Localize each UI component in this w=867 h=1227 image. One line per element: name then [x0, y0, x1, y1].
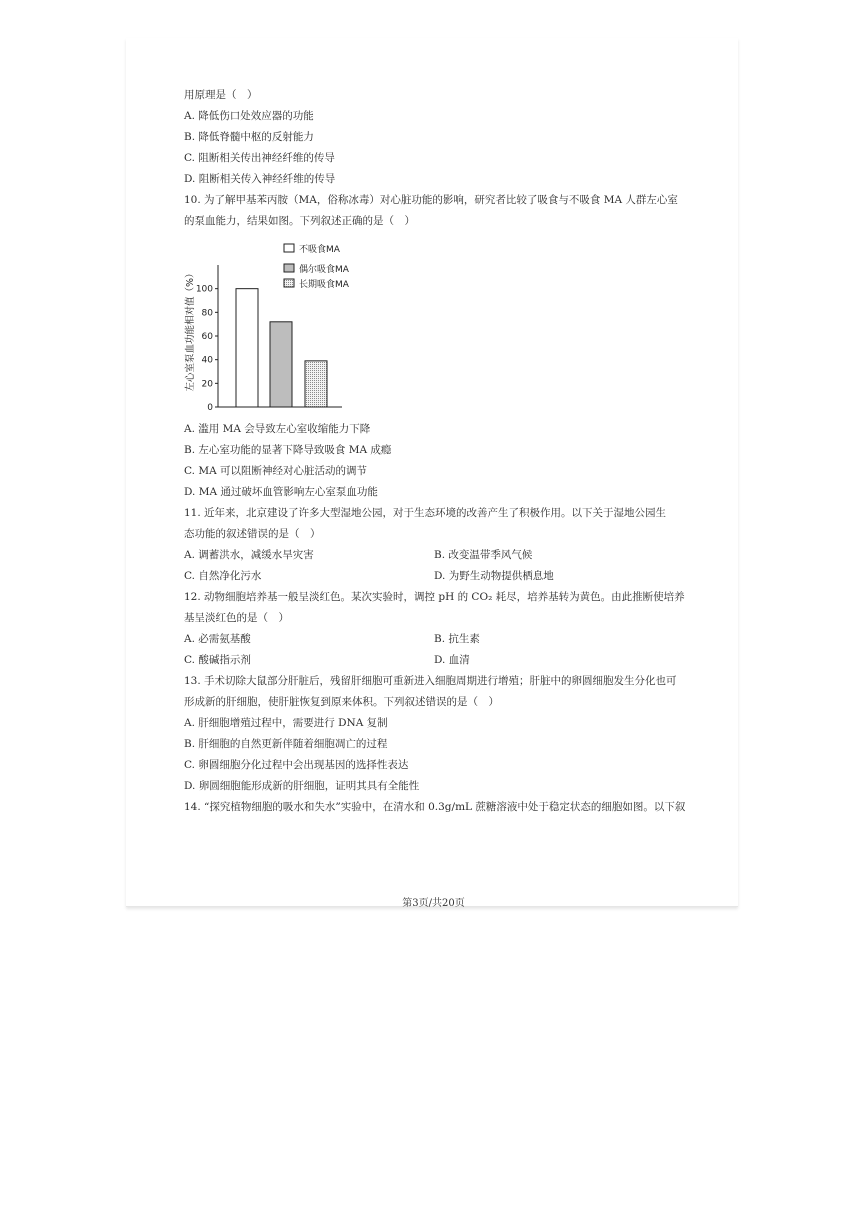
q14-stem-line-1: 14. “探究植物细胞的吸水和失水”实验中，在清水和 0.3g/mL 蔗糖溶液中处于稳定状态的细胞如图。以下叙 — [184, 801, 686, 813]
q12-option-a: A. 必需氨基酸 — [184, 633, 251, 645]
q11-option-c: C. 自然净化污水 — [184, 570, 262, 582]
legend-label-3: 长期吸食MA — [299, 280, 349, 290]
bar-1 — [236, 289, 258, 407]
q12-option-d: D. 血清 — [434, 654, 470, 666]
y-tick-label: 20 — [201, 379, 213, 390]
q12-option-c: C. 酸碱指示剂 — [184, 654, 251, 666]
bar-2 — [270, 322, 292, 407]
y-tick-label: 100 — [195, 284, 213, 295]
q12-stem-line-2: 基呈淡红色的是（ ） — [184, 612, 289, 624]
q12-stem-line-1: 12. 动物细胞培养基一般呈淡红色。某次实验时，调控 pH 的 CO₂ 耗尽，培养基转为黄色。由此推断使培养 — [184, 591, 685, 603]
y-tick-label: 80 — [201, 308, 213, 319]
q11-option-b: B. 改变温带季风气候 — [434, 549, 533, 561]
q11-option-d: D. 为野生动物提供栖息地 — [434, 570, 554, 582]
chart-y-axis-label: 左心室泵血功能相对值（%） — [185, 268, 196, 392]
y-tick-label: 0 — [207, 403, 213, 413]
q11-option-a: A. 调蓄洪水，减缓水旱灾害 — [184, 549, 314, 561]
q10-stem-line-2: 的泵血能力，结果如图。下列叙述正确的是（ ） — [184, 215, 415, 227]
bar-3 — [305, 361, 327, 407]
q13-option-b: B. 肝细胞的自然更新伴随着细胞凋亡的过程 — [184, 738, 388, 750]
y-tick-label: 40 — [201, 355, 213, 366]
q12-option-b: B. 抗生素 — [434, 633, 480, 645]
q10-option-d: D. MA 通过破坏血管影响左心室泵血功能 — [184, 486, 378, 498]
q13-stem-line-2: 形成新的肝细胞，使肝脏恢复到原来体积。下列叙述错误的是（ ） — [184, 696, 499, 708]
q13-option-c: C. 卵圆细胞分化过程中会出现基因的选择性表达 — [184, 759, 409, 771]
q11-stem-line-2: 态功能的叙述错误的是（ ） — [184, 528, 321, 540]
chart-bars — [236, 289, 327, 407]
legend-label-1: 不吸食MA — [299, 245, 340, 255]
legend-swatch-2 — [284, 264, 294, 272]
q10-option-c: C. MA 可以阻断神经对心脏活动的调节 — [184, 465, 368, 477]
legend-swatch-3 — [284, 279, 294, 287]
y-tick-label: 60 — [201, 332, 213, 342]
q9-option-c: C. 阻断相关传出神经纤维的传导 — [184, 152, 335, 164]
q10-option-a: A. 滥用 MA 会导致左心室收缩能力下降 — [184, 423, 371, 435]
q9-option-a: A. 降低伤口处效应器的功能 — [184, 110, 314, 122]
chart-legend — [284, 243, 350, 290]
page-footer: 第3页/共20页 — [402, 898, 465, 909]
q10-bar-chart — [184, 240, 364, 415]
q9-option-d: D. 阻断相关传入神经纤维的传导 — [184, 173, 336, 185]
q13-option-d: D. 卵圆细胞能形成新的肝细胞，证明其具有全能性 — [184, 780, 420, 792]
q9-option-b: B. 降低脊髓中枢的反射能力 — [184, 131, 314, 143]
q10-option-b: B. 左心室功能的显著下降导致吸食 MA 成瘾 — [184, 444, 392, 456]
legend-swatch-1 — [284, 244, 294, 252]
q11-stem-line-1: 11. 近年来，北京建设了许多大型湿地公园，对于生态环境的改善产生了积极作用。以下关于湿地公园生 — [184, 507, 667, 519]
q10-stem-line-1: 10. 为了解甲基苯丙胺（MA，俗称冰毒）对心脏功能的影响，研究者比较了吸食与不吸食 MA 人群左心室 — [184, 194, 678, 206]
legend-label-2: 偶尔吸食MA — [299, 265, 349, 275]
q13-option-a: A. 肝细胞增殖过程中，需要进行 DNA 复制 — [184, 717, 388, 729]
q13-stem-line-1: 13. 手术切除大鼠部分肝脏后，残留肝细胞可重新进入细胞周期进行增殖；肝脏中的卵圆细胞发生分化也可 — [184, 675, 677, 687]
q9-stem-end: 用原理是（ ） — [184, 89, 258, 101]
